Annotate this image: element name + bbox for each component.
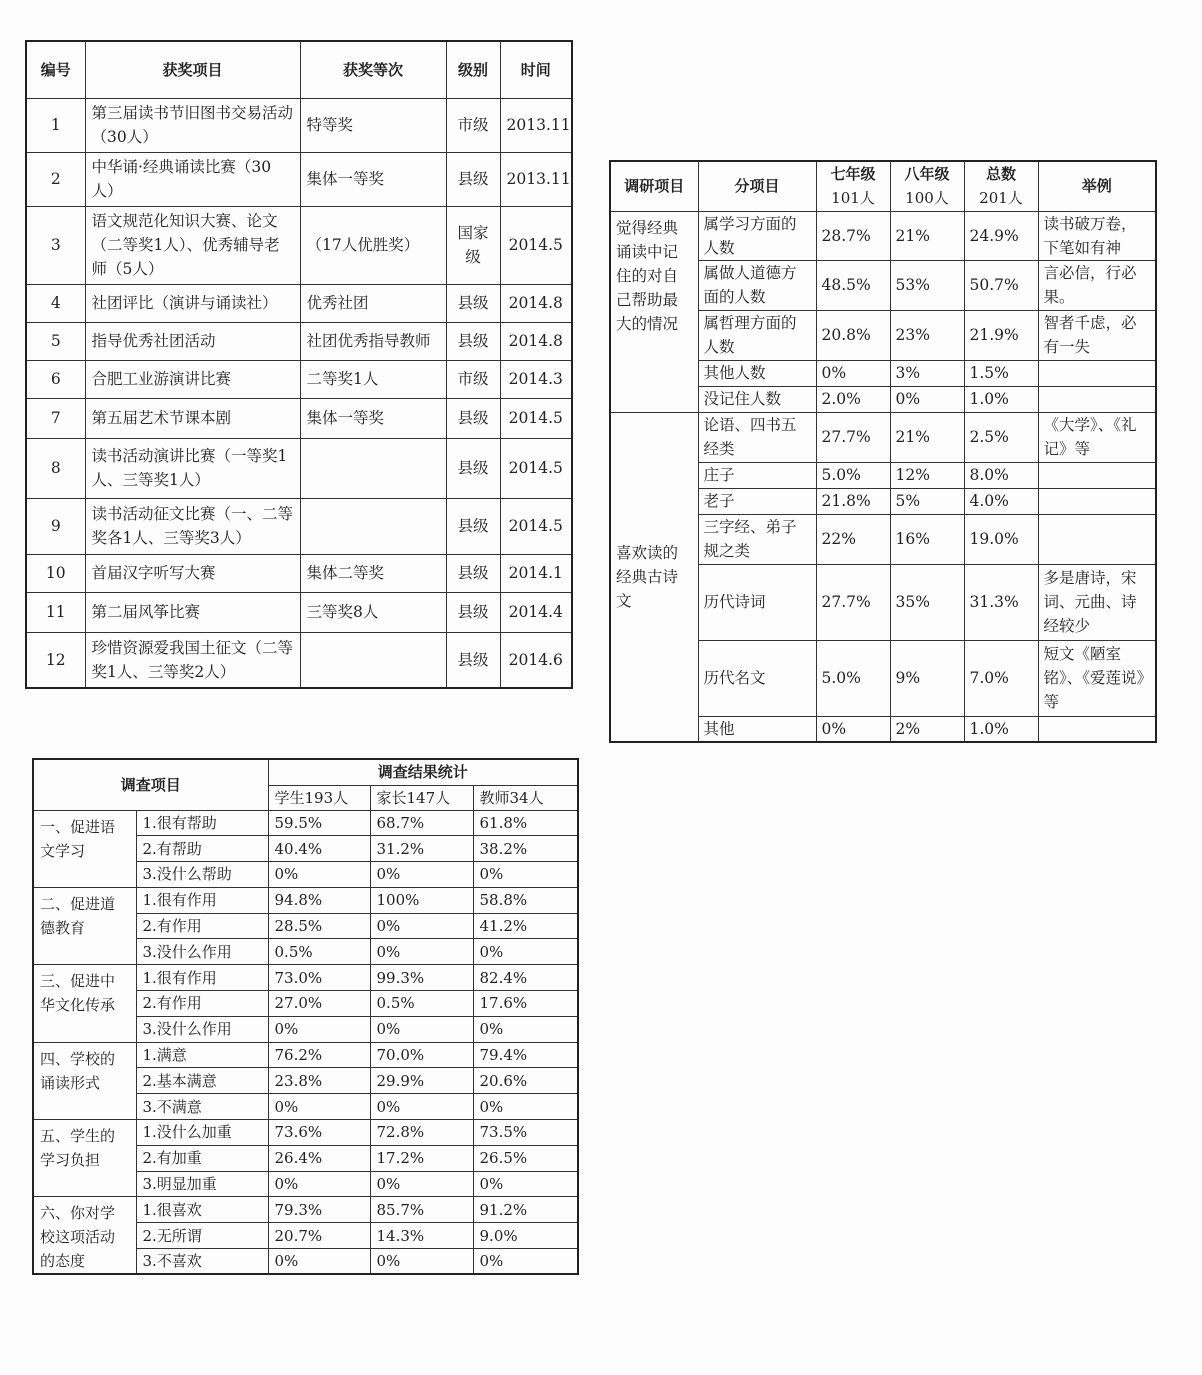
research-cell-sub: 属哲理方面的人数 (698, 310, 816, 360)
survey-group-title: 六、你对学校这项活动的态度 (33, 1197, 136, 1275)
awards-cell-grade: 三等奖8人 (300, 592, 446, 632)
survey-cell-teachers: 9.0% (473, 1223, 578, 1249)
research-cell-total: 1.5% (964, 360, 1038, 386)
awards-cell-level: 县级 (446, 322, 500, 360)
survey-cell-students: 20.7% (268, 1223, 370, 1249)
research-cell-sub: 历代名文 (698, 640, 816, 716)
awards-cell-grade (300, 498, 446, 554)
awards-cell-no: 6 (26, 360, 85, 398)
research-row (610, 211, 1156, 260)
survey-cell-students: 73.0% (268, 965, 370, 991)
research-group-title: 觉得经典诵读中记住的对自己帮助最大的情况 (610, 211, 698, 412)
awards-cell-time: 2014.1 (500, 554, 572, 592)
research-cell-sub: 老子 (698, 488, 816, 514)
awards-cell-grade: 二等奖1人 (300, 360, 446, 398)
survey-cell-students: 0% (268, 1094, 370, 1120)
research-cell-example (1038, 716, 1156, 742)
survey-cell-teachers: 0% (473, 1094, 578, 1120)
research-cell-sub: 历代诗词 (698, 564, 816, 640)
awards-cell-item: 第二届风筝比赛 (85, 592, 300, 632)
survey-cell-students: 79.3% (268, 1197, 370, 1223)
research-cell-g8: 12% (890, 462, 964, 488)
awards-row (26, 592, 572, 632)
awards-header-time: 时间 (500, 41, 572, 98)
survey-cell-students: 59.5% (268, 810, 370, 836)
awards-cell-level: 县级 (446, 438, 500, 498)
awards-header-grade: 获奖等次 (300, 41, 446, 98)
survey-cell-teachers: 38.2% (473, 836, 578, 862)
awards-cell-level: 县级 (446, 398, 500, 438)
survey-cell-teachers: 61.8% (473, 810, 578, 836)
survey-cell-teachers: 41.2% (473, 913, 578, 939)
awards-cell-level: 县级 (446, 554, 500, 592)
research-cell-sub: 三字经、弟子规之类 (698, 514, 816, 564)
research-cell-total: 1.0% (964, 716, 1038, 742)
survey-cell-option: 3.不满意 (136, 1094, 268, 1120)
survey-cell-option: 2.有帮助 (136, 836, 268, 862)
survey-row (33, 1120, 578, 1146)
survey-cell-teachers: 0% (473, 1249, 578, 1275)
research-header-g8 (890, 161, 964, 211)
awards-header-row (26, 41, 572, 98)
research-cell-total: 7.0% (964, 640, 1038, 716)
awards-cell-item: 首届汉字听写大赛 (85, 554, 300, 592)
awards-row (26, 398, 572, 438)
survey-cell-option: 2.基本满意 (136, 1068, 268, 1094)
survey-cell-option: 2.无所谓 (136, 1223, 268, 1249)
awards-cell-no: 9 (26, 498, 85, 554)
research-table (609, 160, 1157, 743)
awards-cell-item: 语文规范化知识大赛、论文（二等奖1人）、优秀辅导老师（5人） (85, 206, 300, 284)
survey-header-item: 调查项目 (33, 759, 268, 810)
survey-cell-parents: 68.7% (370, 810, 473, 836)
survey-header-students: 学生193人 (268, 785, 370, 810)
awards-cell-time: 2014.5 (500, 498, 572, 554)
survey-group-title: 一、促进语文学习 (33, 810, 136, 887)
survey-cell-option: 1.很有作用 (136, 965, 268, 991)
awards-cell-no: 12 (26, 632, 85, 688)
research-header-project: 调研项目 (610, 161, 698, 211)
survey-cell-teachers: 20.6% (473, 1068, 578, 1094)
awards-cell-time: 2014.8 (500, 284, 572, 322)
awards-cell-time: 2013.11 (500, 98, 572, 152)
research-header-g8-label: 八年级 (904, 165, 950, 184)
research-cell-total: 4.0% (964, 488, 1038, 514)
survey-cell-students: 94.8% (268, 887, 370, 913)
research-header-example: 举例 (1038, 161, 1156, 211)
awards-cell-no: 11 (26, 592, 85, 632)
awards-row (26, 206, 572, 284)
awards-cell-grade (300, 438, 446, 498)
research-cell-sub: 庄子 (698, 462, 816, 488)
research-cell-example: 短文《陋室铭》、《爱莲说》等 (1038, 640, 1156, 716)
awards-cell-level: 县级 (446, 592, 500, 632)
research-cell-g8: 35% (890, 564, 964, 640)
survey-cell-parents: 17.2% (370, 1145, 473, 1171)
survey-cell-students: 0.5% (268, 939, 370, 965)
research-cell-sub: 属学习方面的人数 (698, 211, 816, 260)
awards-cell-time: 2014.5 (500, 398, 572, 438)
research-cell-sub: 属做人道德方面的人数 (698, 260, 816, 310)
research-cell-g7: 20.8% (816, 310, 890, 360)
research-header-total-label: 总数 (985, 165, 1016, 184)
survey-cell-parents: 0% (370, 913, 473, 939)
survey-cell-teachers: 82.4% (473, 965, 578, 991)
awards-row (26, 554, 572, 592)
awards-cell-no: 3 (26, 206, 85, 284)
research-cell-sub: 论语、四书五经类 (698, 412, 816, 462)
research-row (610, 412, 1156, 462)
survey-cell-parents: 29.9% (370, 1068, 473, 1094)
research-cell-total: 2.5% (964, 412, 1038, 462)
survey-cell-parents: 0% (370, 1171, 473, 1197)
survey-row (33, 1197, 578, 1223)
research-cell-g7: 5.0% (816, 640, 890, 716)
survey-cell-teachers: 0% (473, 1016, 578, 1042)
awards-cell-time: 2014.3 (500, 360, 572, 398)
survey-cell-teachers: 79.4% (473, 1042, 578, 1068)
research-cell-example: 智者千虑，必有一失 (1038, 310, 1156, 360)
survey-cell-teachers: 91.2% (473, 1197, 578, 1223)
survey-cell-option: 3.没什么作用 (136, 1016, 268, 1042)
awards-row (26, 152, 572, 206)
research-group-title: 喜欢读的经典古诗文 (610, 412, 698, 742)
survey-cell-parents: 72.8% (370, 1120, 473, 1146)
awards-cell-level: 市级 (446, 98, 500, 152)
survey-cell-students: 23.8% (268, 1068, 370, 1094)
awards-header-no: 编号 (26, 41, 85, 98)
survey-cell-students: 73.6% (268, 1120, 370, 1146)
awards-cell-grade: 集体一等奖 (300, 152, 446, 206)
survey-cell-students: 0% (268, 1249, 370, 1275)
research-cell-g8: 21% (890, 211, 964, 260)
survey-cell-parents: 70.0% (370, 1042, 473, 1068)
research-cell-g7: 0% (816, 360, 890, 386)
survey-cell-option: 1.很有帮助 (136, 810, 268, 836)
research-cell-example (1038, 386, 1156, 412)
survey-cell-parents: 31.2% (370, 836, 473, 862)
awards-cell-time: 2014.4 (500, 592, 572, 632)
awards-row (26, 498, 572, 554)
research-cell-example (1038, 360, 1156, 386)
awards-cell-no: 1 (26, 98, 85, 152)
awards-cell-time: 2014.8 (500, 322, 572, 360)
survey-cell-option: 3.没什么帮助 (136, 862, 268, 888)
research-cell-total: 21.9% (964, 310, 1038, 360)
survey-cell-option: 3.没什么作用 (136, 939, 268, 965)
awards-cell-item: 第五届艺术节课本剧 (85, 398, 300, 438)
survey-header-stats: 调查结果统计 (268, 759, 578, 785)
awards-header-item: 获奖项目 (85, 41, 300, 98)
survey-cell-students: 0% (268, 1016, 370, 1042)
survey-cell-parents: 85.7% (370, 1197, 473, 1223)
awards-cell-no: 7 (26, 398, 85, 438)
awards-cell-level: 国家级 (446, 206, 500, 284)
survey-cell-parents: 99.3% (370, 965, 473, 991)
awards-row (26, 438, 572, 498)
awards-cell-grade: 集体二等奖 (300, 554, 446, 592)
awards-cell-no: 5 (26, 322, 85, 360)
research-cell-g8: 53% (890, 260, 964, 310)
research-header-g7 (816, 161, 890, 211)
survey-row (33, 965, 578, 991)
awards-row (26, 98, 572, 152)
awards-row (26, 322, 572, 360)
research-cell-g8: 5% (890, 488, 964, 514)
research-cell-example: 言必信，行必果。 (1038, 260, 1156, 310)
survey-cell-students: 76.2% (268, 1042, 370, 1068)
survey-table (32, 758, 579, 1275)
awards-row (26, 360, 572, 398)
survey-cell-teachers: 73.5% (473, 1120, 578, 1146)
awards-cell-item: 第三届读书节旧图书交易活动（30人） (85, 98, 300, 152)
awards-row (26, 284, 572, 322)
awards-table (25, 40, 573, 689)
awards-cell-item: 合肥工业游演讲比赛 (85, 360, 300, 398)
research-cell-total: 24.9% (964, 211, 1038, 260)
awards-cell-grade: 集体一等奖 (300, 398, 446, 438)
research-header-sub: 分项目 (698, 161, 816, 211)
awards-cell-item: 社团评比（演讲与诵读社） (85, 284, 300, 322)
research-cell-example: 读书破万卷，下笔如有神 (1038, 211, 1156, 260)
survey-group-title: 五、学生的学习负担 (33, 1120, 136, 1197)
awards-cell-no: 2 (26, 152, 85, 206)
survey-row (33, 887, 578, 913)
research-cell-sub: 没记住人数 (698, 386, 816, 412)
awards-cell-level: 县级 (446, 284, 500, 322)
survey-cell-parents: 14.3% (370, 1223, 473, 1249)
survey-header-teachers: 教师34人 (473, 785, 578, 810)
awards-cell-level: 县级 (446, 152, 500, 206)
awards-cell-grade: （17人优胜奖） (300, 206, 446, 284)
research-cell-g7: 28.7% (816, 211, 890, 260)
research-cell-g8: 9% (890, 640, 964, 716)
survey-cell-students: 40.4% (268, 836, 370, 862)
research-header-row (610, 161, 1156, 211)
survey-cell-parents: 0.5% (370, 991, 473, 1017)
awards-cell-grade: 社团优秀指导教师 (300, 322, 446, 360)
survey-cell-option: 3.不喜欢 (136, 1249, 268, 1275)
research-cell-sub: 其他 (698, 716, 816, 742)
survey-cell-option: 2.有作用 (136, 913, 268, 939)
research-cell-example: 多是唐诗，宋词、元曲、诗经较少 (1038, 564, 1156, 640)
awards-cell-level: 县级 (446, 498, 500, 554)
research-header-g7-label: 七年级 (830, 165, 876, 184)
survey-group-title: 四、学校的诵读形式 (33, 1042, 136, 1119)
survey-cell-option: 2.有加重 (136, 1145, 268, 1171)
survey-cell-option: 2.有作用 (136, 991, 268, 1017)
research-cell-example (1038, 514, 1156, 564)
survey-cell-students: 0% (268, 1171, 370, 1197)
research-cell-g7: 27.7% (816, 564, 890, 640)
research-cell-total: 8.0% (964, 462, 1038, 488)
research-cell-g8: 21% (890, 412, 964, 462)
survey-row (33, 1042, 578, 1068)
awards-cell-item: 读书活动演讲比赛（一等奖1人、三等奖1人） (85, 438, 300, 498)
research-cell-g8: 0% (890, 386, 964, 412)
research-header-g7-count: 101人 (831, 189, 875, 208)
research-cell-example: 《大学》、《礼记》等 (1038, 412, 1156, 462)
survey-cell-teachers: 26.5% (473, 1145, 578, 1171)
research-cell-g7: 21.8% (816, 488, 890, 514)
survey-header-parents: 家长147人 (370, 785, 473, 810)
survey-cell-teachers: 0% (473, 1171, 578, 1197)
survey-cell-students: 27.0% (268, 991, 370, 1017)
survey-group-title: 三、促进中华文化传承 (33, 965, 136, 1042)
awards-cell-level: 县级 (446, 632, 500, 688)
research-cell-g7: 5.0% (816, 462, 890, 488)
awards-cell-item: 指导优秀社团活动 (85, 322, 300, 360)
survey-cell-option: 1.满意 (136, 1042, 268, 1068)
survey-cell-parents: 0% (370, 939, 473, 965)
research-header-total-count: 201人 (979, 189, 1023, 208)
survey-cell-students: 0% (268, 862, 370, 888)
research-cell-g7: 48.5% (816, 260, 890, 310)
survey-cell-teachers: 58.8% (473, 887, 578, 913)
research-cell-g8: 23% (890, 310, 964, 360)
survey-cell-option: 1.没什么加重 (136, 1120, 268, 1146)
awards-cell-time: 2013.11 (500, 152, 572, 206)
research-cell-g7: 0% (816, 716, 890, 742)
research-cell-sub: 其他人数 (698, 360, 816, 386)
awards-row (26, 632, 572, 688)
research-cell-g7: 22% (816, 514, 890, 564)
survey-cell-option: 1.很喜欢 (136, 1197, 268, 1223)
survey-cell-parents: 100% (370, 887, 473, 913)
survey-cell-students: 28.5% (268, 913, 370, 939)
research-cell-g7: 27.7% (816, 412, 890, 462)
survey-cell-parents: 0% (370, 862, 473, 888)
research-header-total (964, 161, 1038, 211)
survey-cell-parents: 0% (370, 1094, 473, 1120)
survey-cell-teachers: 17.6% (473, 991, 578, 1017)
research-cell-g8: 2% (890, 716, 964, 742)
research-cell-total: 50.7% (964, 260, 1038, 310)
survey-row (33, 810, 578, 836)
awards-cell-grade: 优秀社团 (300, 284, 446, 322)
survey-cell-option: 1.很有作用 (136, 887, 268, 913)
awards-cell-no: 4 (26, 284, 85, 322)
awards-cell-time: 2014.5 (500, 206, 572, 284)
awards-cell-no: 10 (26, 554, 85, 592)
awards-cell-grade: 特等奖 (300, 98, 446, 152)
survey-header-row-1 (33, 759, 578, 785)
research-cell-example (1038, 488, 1156, 514)
survey-cell-teachers: 0% (473, 939, 578, 965)
survey-cell-students: 26.4% (268, 1145, 370, 1171)
research-cell-example (1038, 462, 1156, 488)
awards-cell-item: 珍惜资源爱我国土征文（二等奖1人、三等奖2人） (85, 632, 300, 688)
awards-cell-item: 中华诵·经典诵读比赛（30人） (85, 152, 300, 206)
awards-cell-no: 8 (26, 438, 85, 498)
survey-cell-parents: 0% (370, 1249, 473, 1275)
survey-group-title: 二、促进道德教育 (33, 887, 136, 964)
research-cell-g8: 16% (890, 514, 964, 564)
research-cell-total: 1.0% (964, 386, 1038, 412)
survey-cell-option: 3.明显加重 (136, 1171, 268, 1197)
awards-cell-time: 2014.5 (500, 438, 572, 498)
awards-cell-time: 2014.6 (500, 632, 572, 688)
research-cell-g8: 3% (890, 360, 964, 386)
research-header-g8-count: 100人 (905, 189, 949, 208)
research-cell-total: 31.3% (964, 564, 1038, 640)
survey-cell-teachers: 0% (473, 862, 578, 888)
survey-cell-parents: 0% (370, 1016, 473, 1042)
research-cell-total: 19.0% (964, 514, 1038, 564)
awards-cell-level: 市级 (446, 360, 500, 398)
awards-header-level: 级别 (446, 41, 500, 98)
awards-cell-item: 读书活动征文比赛（一、二等奖各1人、三等奖3人） (85, 498, 300, 554)
research-cell-g7: 2.0% (816, 386, 890, 412)
awards-cell-grade (300, 632, 446, 688)
